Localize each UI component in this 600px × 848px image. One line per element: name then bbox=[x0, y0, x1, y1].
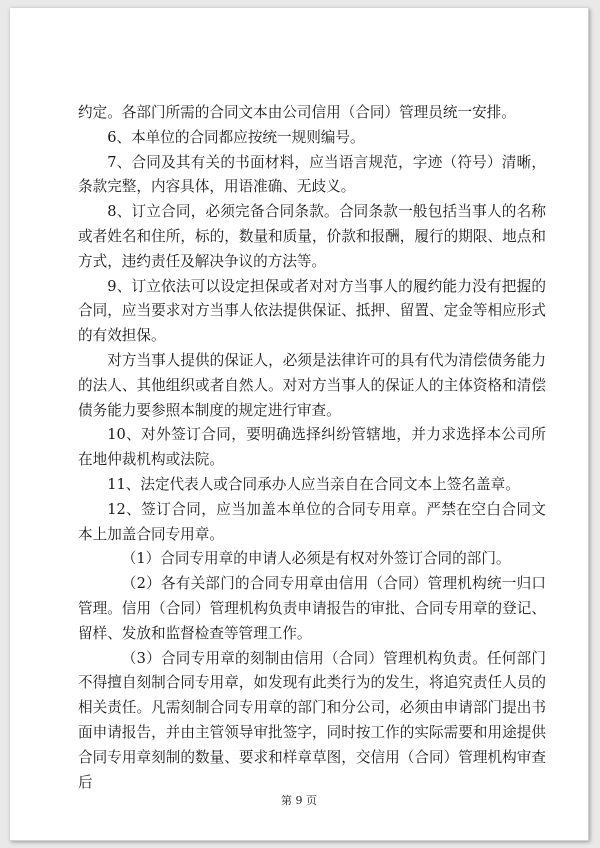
paragraph-guarantor: 对方当事人提供的保证人，必须是法律许可的具有代为清偿债务能力的法人、其他组织或者自然人。对对方当事人的保证人的主体资格和清偿债务能力要参照本制度的规定进行审查。 bbox=[78, 351, 546, 419]
paragraph-item-11: 11、法定代表人或合同承办人应当亲自在合同文本上签名盖章。 bbox=[107, 475, 520, 493]
paragraph-continuation: 约定。各部门所需的合同文本由公司信用（合同）管理员统一安排。 bbox=[78, 104, 516, 121]
paragraph-item-7: 7、合同及其有关的书面材料，应当语言规范，字迹（符号）清晰，条款完整，内容具体，用语准确、无歧义。 bbox=[78, 153, 546, 196]
paragraph-item-9: 9、订立依法可以设定担保或者对对方当事人的履约能力没有把握的合同，应当要求对方当事人依法提供保证、抵押、留置、定金等相应形式的有效担保。 bbox=[78, 277, 546, 345]
paragraph-item-10: 10、对外签订合同，要明确选择纠纷管辖地，并力求选择本公司所在地仲裁机构或法院。 bbox=[78, 426, 546, 469]
page-number: 第 9 页 bbox=[281, 794, 317, 807]
paragraph-item-6: 6、本单位的合同都应按统一规则编号。 bbox=[107, 128, 365, 146]
document-page bbox=[10, 8, 589, 841]
paragraph-sub-item-2: （2）各有关部门的合同专用章由信用（合同）管理机构统一归口管理。信用（合同）管理机构负责申请报告的审批、合同专用章的登记、留样、发放和监督检查等管理工作。 bbox=[78, 575, 546, 642]
paragraph-item-12: 12、签订合同，应当加盖本单位的合同专用章。严禁在空白合同文本上加盖合同专用章。 bbox=[78, 500, 546, 543]
paragraph-item-8: 8、订立合同，必须完备合同条款。合同条款一般包括当事人的名称或者姓名和住所，标的，数量和质量，价款和报酬，履行的期限、地点和方式，违约责任及解决争议的方法等。 bbox=[78, 203, 546, 270]
paragraph-sub-item-3: （3）合同专用章的刻制由信用（合同）管理机构负责。任何部门不得擅自刻制合同专用章，如发现有此类行为的发生，将追究责任人员的相关责任。凡需刻制合同专用章的部门和分公司，必须由申请部门提出书面申请报告，并由主管领导审批签字，同时按工作的实际需要和用途提供合同专用章刻制的数量、要求和样章草图，交信用（合同）管理机构审查后 bbox=[78, 649, 546, 791]
paragraph-sub-item-1: （1）合同专用章的申请人必须是有权对外签订合同的部门。 bbox=[121, 550, 511, 568]
document-body bbox=[78, 101, 546, 795]
